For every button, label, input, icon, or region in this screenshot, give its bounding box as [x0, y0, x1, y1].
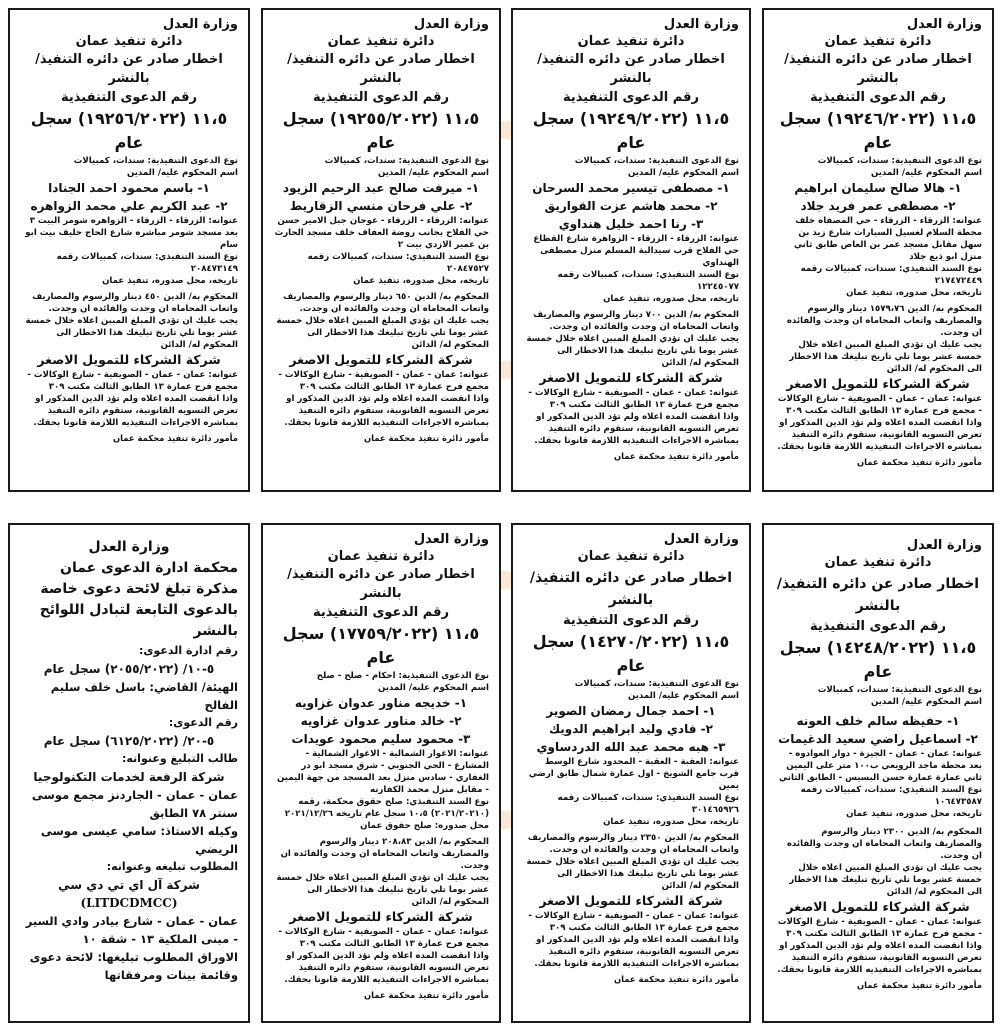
warning-text: واذا انقضت المده اعلاه ولم تؤد الدين المذكور او تعرض التسويه القانونية، ستقوم دائره التنفيذ بمباشره الاجراءات التنفيذيه اللازمة قانونا بحقك.: [777, 418, 982, 452]
attorney-line: وكيله الاستاذ: سامي عيسى موسى الريضي: [40, 824, 238, 856]
case-admin-value: ٥-١٠/ (٢٠٥٥/٢٠٢٢) سجل عام: [43, 662, 215, 676]
recipient-name: شركة آل اي تي دي سي: [58, 878, 200, 892]
warning-text: واذا انقضت المده اعلاه ولم تؤد الدين المذكور او تعرض التسويه القانونية، ستقوم دائره التنفيذ بمباشره الاجراءات التنفيذيه اللازمة قانونا بحقك.: [284, 951, 489, 985]
case-type: نوع الدعوى التنفيذية: سندات، كمبيالات: [324, 156, 489, 166]
ministry-heading: وزارة العدل: [663, 17, 739, 32]
ministry-heading: وزارة العدل: [906, 17, 982, 32]
creditor-address: عنوانه: عمان - عمان - الصويفية - شارع الوكالات - مجمع فرح عمارة ١٣ الطابق الثالث مكتب ٣٠٩: [528, 911, 739, 933]
case-number: ١١،٥ (١٧٧٥٩/٢٠٢٢) سجل عام: [282, 624, 480, 667]
case-value: ٥-٢٠/ (٦١٢٥/٢٠٢٢) سجل عام: [43, 734, 215, 748]
warning-text: واذا انقضت المده اعلاه ولم تؤد الدين المذكور او تعرض التسويه القانونية، ستقوم دائره التنفيذ بمباشره الاجراءات التنفيذيه اللازمة قانونا بحقك.: [284, 394, 489, 428]
bond-info: نوع السند التنفيذي: سندات، كمبيالات رقمه ٢٠٨٤٧٣١٤٩: [56, 252, 238, 274]
party-name: ١- باسم محمود احمد الجنادا: [48, 181, 210, 195]
notice-title: اخطار صادر عن دائره التنفيذ/ بالنشر: [784, 52, 972, 86]
case-label: رقم الدعوى:: [168, 716, 238, 729]
bond-info: نوع السند التنفيذي: سندات، كمبيالات رقمه ١٠٦٤٧٣٥٨٧: [800, 785, 982, 807]
officer-signature: مأمور دائرة تنفيذ محكمة عمان: [614, 451, 739, 461]
creditor-company: شركة الشركاء للتمويل الاصغر: [289, 352, 473, 367]
case-type: نوع الدعوى التنفيذية: احكام - صلح - صلح: [316, 671, 489, 681]
creditor-address: عنوانه: عمان - عمان - الصويفية - شارع الوكالات - مجمع فرح عمارة ١٣ الطابق الثالث مكتب ٣٠٩: [528, 388, 739, 410]
judgment-text: المحكوم به/ الدين ٧٠٠ دينار والرسوم والمصاريف واتعاب المحاماه ان وجدت والفائده ان وجدت.: [533, 310, 739, 332]
case-label: رقم الدعوى التنفيذية: [810, 619, 946, 634]
bond-date: تاريخه، محل صدوره، تنفيذ عمان: [353, 276, 489, 286]
party-name: ١- هالا صالح سليمان ابراهيم: [794, 181, 962, 195]
party-name: ١- حفيظه سالم خلف العونه: [796, 714, 960, 728]
bond-date: تاريخه، محل صدوره، تنفيذ عمان: [603, 294, 739, 304]
notice-card: [261, 523, 501, 1023]
recipient-address: عمان - عمان - شارع بيادر وادي السير - مبنى الملكية ١٣ - شقة ١٠: [25, 914, 238, 946]
bond-date: تاريخه، محل صدوره، تنفيذ عمان: [846, 288, 982, 298]
defendant-address: عنوانه: الزرقاء - الزرقاء - الزواهره شومر البيت ٣ بعد مسجد شومر مباشره شارع الحاج خليف بيت ابو سام: [25, 216, 238, 250]
case-type: نوع الدعوى التنفيذية: سندات، كمبيالات: [73, 156, 238, 166]
creditor-company: شركة الشركاء للتمويل الاصغر: [37, 352, 221, 367]
case-type: نوع الدعوى التنفيذية: سندات، كمبيالات: [574, 156, 739, 166]
judgment-text: المحكوم به/ الدين ١٥٧٩،٧٦ دينار والرسوم والمصاريف واتعاب المحاماه ان وجدت والفائده ان وجدت.: [786, 304, 982, 338]
defendant-address: عنوانه: الزرقاء - الزرقاء - حي المصفاه خلف محطة السلام لغسيل السيارات شارع زيد بن سهل مقابل مسجد عمر بن العاص طابق ثاني منزل ابو ذيع جلاد: [793, 216, 982, 262]
papers-line: الاوراق المطلوب تبليغها: لائحة دعوى وقائمة بينات ومرفقاتها: [29, 950, 238, 982]
case-label: رقم الدعوى التنفيذية: [563, 613, 699, 628]
ministry-heading: وزارة العدل: [906, 538, 982, 553]
warning-text: واذا انقضت المده اعلاه ولم تؤد الدين المذكور او تعرض التسويه القانونية، ستقوم دائره التنفيذ بمباشره الاجراءات التنفيذيه اللازمة قانونا بحقك.: [33, 394, 238, 428]
creditor-company: شركة الشركاء للتمويل الاصغر: [786, 899, 970, 914]
defendant-label: اسم المحكوم عليه/ المدين: [627, 691, 739, 701]
demand-text: يجب عليك ان تؤدي المبلغ المبين اعلاه خلال خمسة عشر يوما تلي تاريخ تبليغك هذا الاخطار الى المحكوم له/ الدائن: [789, 863, 982, 897]
bond-date: تاريخه، محل صدوره، تنفيذ عمان: [603, 817, 739, 827]
case-label: رقم الدعوى التنفيذية: [61, 90, 197, 105]
judgment-text: المحكوم به/ الدين ٦٥٠ دينار والرسوم والمصاريف واتعاب المحاماه ان وجدت والفائده ان وجدت.: [283, 292, 489, 314]
party-name: ٢- محمد هاشم عزت القواريق: [544, 199, 718, 213]
recipient-label: المطلوب تبليغه وعنوانه:: [106, 860, 238, 873]
defendant-address: عنوانه: عمان - عمان - الجيزة - دوار العوادوه - بعد محطة ماجد الرويعي ب١٠٠ متر على اليمين ثاني عمارة عمارة حسن البسيس - الطابق الثاني: [779, 749, 982, 783]
defendant-address: عنوانه: الاغوار الشمالية - الاغوار الشمالية - المشارع - الحي الجنوبي - شرق مسجد ابو در الغفاري - سادس منزل بعد المسجد من جهة اليمين - مقابل منزل محمد الكفارنه: [276, 749, 489, 795]
creditor-company: شركة الشركاء للتمويل الاصغر: [539, 893, 723, 908]
defendant-label: اسم المحكوم عليه/ المدين: [377, 683, 489, 693]
party-name: ٣- محمود سليم محمود عويدات: [291, 732, 471, 746]
defendant-label: اسم المحكوم عليه/ المدين: [870, 697, 982, 707]
ministry-heading: وزارة العدل: [413, 17, 489, 32]
notice-title: اخطار صادر عن دائره التنفيذ/ بالنشر: [287, 52, 475, 86]
case-label: رقم الدعوى التنفيذية: [313, 605, 449, 620]
notice-card: [762, 523, 994, 1023]
judge-line: الهيئة/ القاضي: باسل خلف سليم الفالح: [50, 680, 238, 712]
case-type: نوع الدعوى التنفيذية: سندات، كمبيالات: [817, 156, 982, 166]
party-name: ٢- فادي وليد ابراهيم الدويك: [549, 722, 713, 736]
case-label: رقم الدعوى التنفيذية: [313, 90, 449, 105]
defendant-label: اسم المحكوم عليه/ المدين: [377, 168, 489, 178]
special-notice-card: [8, 523, 250, 1023]
notice-title: اخطار صادر عن دائره التنفيذ/ بالنشر: [287, 567, 475, 601]
party-name: ٢- اسماعيل راضي سعيد الدغيمات: [778, 732, 978, 746]
party-name: ١- مصطفى تيسير محمد السرحان: [532, 181, 730, 195]
warning-text: واذا انقضت المده اعلاه ولم تؤد الدين المذكور او تعرض التسويه القانونية، ستقوم دائره التنفيذ بمباشره الاجراءات التنفيذيه اللازمة قانونا بحقك.: [777, 941, 982, 975]
ministry-heading: وزارة العدل: [88, 539, 170, 555]
notice-title: اخطار صادر عن دائره التنفيذ/ بالنشر: [537, 52, 725, 86]
ministry-heading: وزارة العدل: [413, 532, 489, 547]
bond-info: نوع السند التنفيذي: صلح حقوق محكمة، رقمه (٢٠٢١/٢٠٢١٠) ١٠،٥ سجل عام تاريخه ٢٠٢١/١٢/٢٦ محل صدوره: صلح حقوق عمان: [284, 797, 489, 831]
creditor-address: عنوانه: عمان - عمان - الصويفية - شارع الوكالات - مجمع فرح عمارة ١٣ الطابق الثالث مكتب ٣٠٩: [27, 370, 238, 392]
requester-name: شركة الرفعة لخدمات التكنولوجيا: [33, 770, 225, 784]
bond-date: تاريخه، محل صدوره، تنفيذ عمان: [102, 276, 238, 286]
creditor-address: عنوانه: عمان - عمان - الصويفية - شارع الوكالات - مجمع فرح عمارة ١٣ الطابق الثالث مكتب ٣٠٩: [278, 370, 489, 392]
notice-card: [511, 523, 751, 1023]
court-heading: محكمة ادارة الدعوى عمان: [60, 560, 238, 576]
case-number: ١١،٥ (١٤٢٧٠/٢٠٢٢) سجل عام: [532, 632, 730, 675]
defendant-address: عنوانه: الزرقاء - الزرقاء - عوجان جبل الامير حسن حي الفلاح بجانب روضة العفاف خلف مسجد الحارث بن عمير الازدي بيت ٢: [274, 216, 489, 250]
officer-signature: مأمور دائرة تنفيذ محكمة عمان: [364, 433, 489, 443]
department-heading: دائرة تنفيذ عمان: [824, 555, 932, 570]
demand-text: يجب عليك ان تؤدي المبلغ المبين اعلاه خلال خمسة عشر يوما تلي تاريخ تبليغك هذا الاخطار الى المحكوم له/ الدائن: [526, 334, 739, 368]
requester-label: طالب التبليغ وعنوانه:: [121, 752, 238, 765]
officer-signature: مأمور دائرة تنفيذ محكمة عمان: [113, 433, 238, 443]
officer-signature: مأمور دائرة تنفيذ محكمة عمان: [857, 457, 982, 467]
notice-title: اخطار صادر عن دائره التنفيذ/ بالنشر: [776, 576, 980, 614]
creditor-company: شركة الشركاء للتمويل الاصغر: [289, 909, 473, 924]
defendant-label: اسم المحكوم عليه/ المدين: [870, 168, 982, 178]
defendant-label: اسم المحكوم عليه/ المدين: [627, 168, 739, 178]
party-name: ١- خديجه مناور عدوان غزاويه: [294, 696, 468, 710]
bond-info: نوع السند التنفيذي: سندات، كمبيالات رقمه ٢٠٨٤٧٥٢٧: [307, 252, 489, 274]
party-name: ١- ميرفت صالح عبد الرحيم الزيود: [282, 181, 480, 195]
party-name: ٣- هبه محمد عبد الله الدردساوي: [536, 740, 726, 754]
party-name: ٣- رنا احمد خليل هنداوي: [558, 217, 704, 231]
ministry-heading: وزارة العدل: [663, 532, 739, 547]
special-title-1: مذكرة تبلغ لائحة دعوى خاصة: [40, 581, 238, 597]
party-name: ٢- عبد الكريم علي محمد الزواهره: [30, 199, 228, 213]
judgment-text: المحكوم به/ الدين ٤٥٠ دينار والرسوم والمصاريف واتعاب المحاماه ان وجدت والفائده ان وجدت.: [32, 292, 238, 314]
party-name: ٢- خالد مناور عدوان غزاويه: [300, 714, 462, 728]
demand-text: يجب عليك ان تؤدي المبلغ المبين اعلاه خلال خمسة عشر يوما تلي تاريخ تبليغك هذا الاخطار الى المحكوم له/ الدائن: [25, 316, 238, 350]
department-heading: دائرة تنفيذ عمان: [577, 34, 685, 49]
demand-text: يجب عليك ان تؤدي المبلغ المبين اعلاه خلال خمسة عشر يوما تلي تاريخ تبليغك هذا الاخطار الى المحكوم له/ الدائن: [526, 857, 739, 891]
party-name: ١- احمد جمال رمضان الصوير: [546, 704, 716, 718]
ministry-heading: وزارة العدل: [162, 17, 238, 32]
recipient-code: (LITDCDMCC): [80, 896, 178, 910]
case-number: ١١،٥ (١٤٢٤٨/٢٠٢٢) سجل عام: [779, 638, 977, 681]
warning-text: واذا انقضت المده اعلاه ولم تؤد الدين المذكور او تعرض التسويه القانونية، ستقوم دائره التنفيذ بمباشره الاجراءات التنفيذيه اللازمة قانونا بحقك.: [534, 412, 739, 446]
judgment-text: المحكوم به/ الدين ٢٣٠٠ دينار والرسوم والمصاريف واتعاب المحاماه ان وجدت والفائده ان وجدت.: [786, 827, 982, 861]
demand-text: يجب عليك ان تؤدي المبلغ المبين اعلاه خلال خمسة عشر يوما تلي تاريخ تبليغك هذا الاخطار الى المحكوم له/ الدائن: [276, 873, 489, 907]
creditor-company: شركة الشركاء للتمويل الاصغر: [786, 376, 970, 391]
creditor-company: شركة الشركاء للتمويل الاصغر: [539, 370, 723, 385]
notice-card: [511, 8, 751, 492]
special-title-2: بالدعوى التابعة لتبادل اللوائح بالنشر: [39, 602, 238, 639]
officer-signature: مأمور دائرة تنفيذ محكمة عمان: [614, 974, 739, 984]
case-admin-label: رقم ادارة الدعوى:: [139, 644, 238, 657]
bond-info: نوع السند التنفيذي: سندات، كمبيالات رقمه ٣٠١٤٦٥٩٢٦: [557, 793, 739, 815]
party-name: ٢- مصطفى عمر فريد جلاد: [800, 199, 956, 213]
notice-title: اخطار صادر عن دائره التنفيذ/ بالنشر: [529, 570, 733, 608]
bond-info: نوع السند التنفيذي: سندات، كمبيالات رقمه ١٢٢٤٥٠٧٧: [557, 270, 739, 292]
case-number: ١١،٥ (١٩٢٥٥/٢٠٢٢) سجل عام: [282, 109, 480, 152]
creditor-address: عنوانه: عمان - عمان - الصويفية - شارع الوكالات - مجمع فرح عمارة ١٣ الطابق الثالث مكتب ٣٠٩: [278, 927, 489, 949]
notice-card: [8, 8, 250, 492]
case-label: رقم الدعوى التنفيذية: [563, 90, 699, 105]
notice-title: اخطار صادر عن دائره التنفيذ/ بالنشر: [35, 52, 223, 86]
case-label: رقم الدعوى التنفيذية: [810, 90, 946, 105]
requester-address: عمان - عمان - الجاردنز مجمع موسى سنتر ٧٨ الطابق: [31, 788, 238, 820]
demand-text: يجب عليك ان تؤدي المبلغ المبين اعلاه خلال خمسة عشر يوما تلي تاريخ تبليغك هذا الاخطار الى المحكوم له/ الدائن: [789, 340, 982, 374]
defendant-address: عنوانه: العقبة - العقبة - المحدود شارع الوسط قرب جامع الشويخ - اول عمارة شمال طابق ارضي يمين: [528, 757, 739, 791]
case-number: ١١،٥ (١٩٢٤٦/٢٠٢٢) سجل عام: [779, 109, 977, 152]
demand-text: يجب عليك ان تؤدي المبلغ المبين اعلاه خلال خمسة عشر يوما تلي تاريخ تبليغك هذا الاخطار الى المحكوم له/ الدائن: [276, 316, 489, 350]
creditor-address: عنوانه: عمان - عمان - الصويفية - شارع الوكالات - مجمع فرح عمارة ١٣ الطابق الثالث مكتب ٣٠٩: [777, 917, 982, 939]
department-heading: دائرة تنفيذ عمان: [327, 549, 435, 564]
defendant-label: اسم المحكوم عليه/ المدين: [126, 168, 238, 178]
case-type: نوع الدعوى التنفيذية: سندات، كمبيالات: [574, 679, 739, 689]
bond-info: نوع السند التنفيذي: سندات، كمبيالات رقمه ٢١٧٤٧٢٤٤٩: [800, 264, 982, 286]
officer-signature: مأمور دائرة تنفيذ محكمة عمان: [857, 980, 982, 990]
department-heading: دائرة تنفيذ عمان: [577, 549, 685, 564]
judgment-text: المحكوم به/ الدين ٢٠٨،٨٣ دينار والرسوم والمصاريف واتعاب المحاماه ان وجدت والفائده ان وجدت.: [280, 837, 489, 871]
case-number: ١١،٥ (١٩٢٥٦/٢٠٢٢) سجل عام: [30, 109, 228, 152]
notice-card: [261, 8, 501, 492]
bond-date: تاريخه، محل صدوره، تنفيذ عمان: [846, 809, 982, 819]
case-number: ١١،٥ (١٩٢٤٩/٢٠٢٢) سجل عام: [532, 109, 730, 152]
department-heading: دائرة تنفيذ عمان: [327, 34, 435, 49]
warning-text: واذا انقضت المده اعلاه ولم تؤد الدين المذكور او تعرض التسويه القانونية، ستقوم دائره التنفيذ بمباشره الاجراءات التنفيذيه اللازمة قانونا بحقك.: [534, 935, 739, 969]
judgment-text: المحكوم به/ الدين ٢٣٥٠ دينار والرسوم والمصاريف واتعاب المحاماه ان وجدت والفائده ان وجدت.: [527, 833, 739, 855]
party-name: ٢- علي فرحان منسي الزقاريط: [289, 199, 473, 213]
department-heading: دائرة تنفيذ عمان: [824, 34, 932, 49]
case-type: نوع الدعوى التنفيذية: سندات، كمبيالات: [817, 685, 982, 695]
creditor-address: عنوانه: عمان - عمان - الصويفية - شارع الوكالات - مجمع فرح عمارة ١٣ الطابق الثالث مكتب ٣٠٩: [777, 394, 982, 416]
officer-signature: مأمور دائرة تنفيذ محكمة عمان: [364, 990, 489, 1000]
defendant-address: عنوانه: الزرقاء - الزرقاء - الزواهرة شارع القطاع حي الفلاح قرب سيدالية المسلم منزل مصطفى الهنداوي: [533, 234, 739, 268]
department-heading: دائرة تنفيذ عمان: [75, 34, 183, 49]
notice-card: [762, 8, 994, 492]
